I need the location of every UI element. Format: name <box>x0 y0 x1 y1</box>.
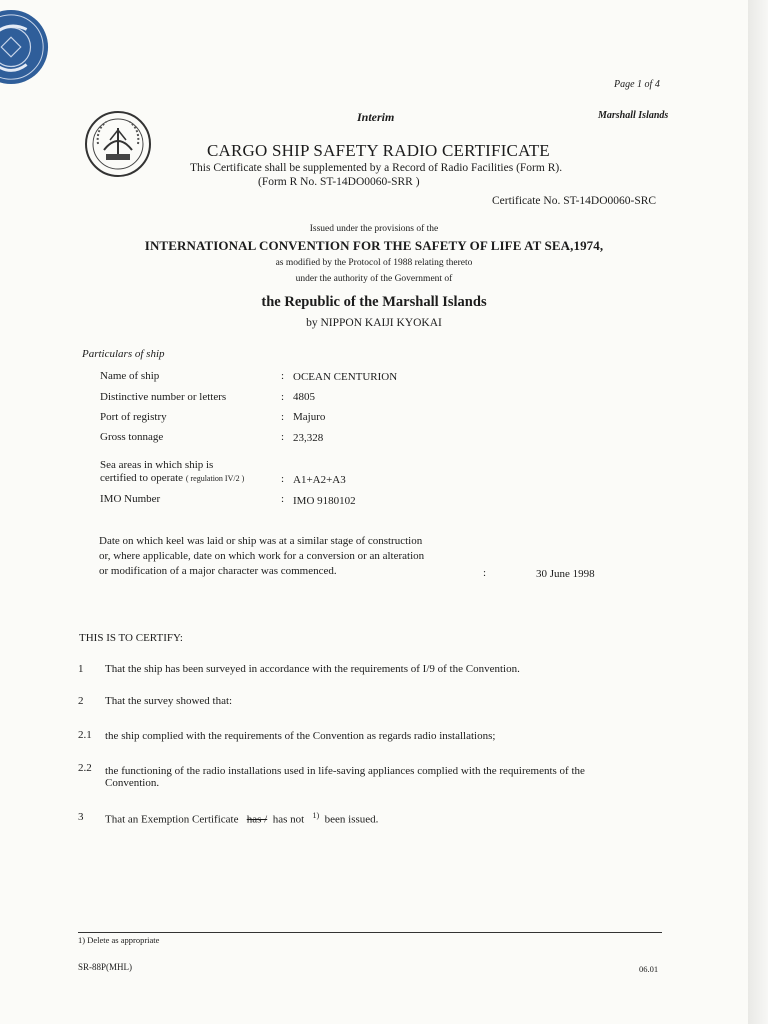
sea-areas-label-text: certified to operate <box>100 472 184 484</box>
footnote: 1) Delete as appropriate <box>78 935 160 945</box>
certify-heading: THIS IS TO CERTIFY: <box>79 632 183 644</box>
keel-text-line3: or modification of a major character was commenced. <box>99 565 337 577</box>
separator: : <box>281 431 285 443</box>
item-number: 1 <box>78 663 84 675</box>
item-number: 2.1 <box>78 729 92 741</box>
item-number: 2.2 <box>78 762 92 774</box>
footnote-divider <box>78 932 662 933</box>
regulation-note: ( regulation IV/2 ) <box>185 474 245 483</box>
government-name: the Republic of the Marshall Islands <box>261 294 487 310</box>
gross-tonnage-value: 23,328 <box>293 432 324 444</box>
keel-text-line1: Date on which keel was laid or ship was at a similar stage of construction <box>99 535 423 547</box>
supplement-note: This Certificate shall be supplemented by a Record of Radio Facilities (Form R). <box>190 162 563 174</box>
flag-state-label: Marshall Islands <box>598 110 669 121</box>
gross-tonnage-label: Gross tonnage <box>100 431 164 443</box>
port-of-registry-value: Majuro <box>293 411 326 423</box>
separator: : <box>281 370 285 382</box>
ship-name-label: Name of ship <box>100 370 160 382</box>
protocol-note: as modified by the Protocol of 1988 relating thereto <box>275 258 473 268</box>
footnote-marker: 1) <box>312 811 320 820</box>
nk-stamp-seal-icon <box>0 8 50 86</box>
certificate-number: Certificate No. ST-14DO0060-SRC <box>492 195 657 207</box>
form-code: SR-88P(MHL) <box>78 962 133 972</box>
certify-item-2-2-line2: Convention. <box>105 777 160 789</box>
port-of-registry-label: Port of registry <box>100 411 167 423</box>
sea-areas-value: A1+A2+A3 <box>293 474 346 486</box>
keel-date-value: 30 June 1998 <box>536 568 595 580</box>
form-r-number: (Form R No. ST-14DO0060-SRR ) <box>258 176 420 188</box>
separator: : <box>281 411 285 423</box>
convention-name: INTERNATIONAL CONVENTION FOR THE SAFETY OF LIFE AT SEA,1974, <box>144 238 604 253</box>
marshall-islands-seal-icon <box>84 110 152 178</box>
sea-areas-label-line1: Sea areas in which ship is <box>100 459 214 471</box>
struck-option: has / <box>246 813 268 826</box>
separator: : <box>281 473 285 485</box>
exemption-text-end: been issued. <box>324 813 379 826</box>
authority-note: under the authority of the Government of <box>295 274 453 284</box>
keel-text-line2: or, where applicable, date on which work for a conversion or an alteration <box>99 550 425 562</box>
issued-under: Issued under the provisions of the <box>309 224 439 234</box>
selected-option: has not <box>272 813 305 826</box>
certify-item-2-2-line1: the functioning of the radio installations used in life-saving appliances complied with the requirements of the <box>105 765 585 777</box>
imo-number-label: IMO Number <box>100 493 161 505</box>
distinctive-number-value: 4805 <box>293 391 315 403</box>
certificate-title: CARGO SHIP SAFETY RADIO CERTIFICATE <box>207 141 550 160</box>
item-number: 3 <box>78 811 84 823</box>
form-version: 06.01 <box>639 964 659 974</box>
certify-item-3 <box>105 811 378 826</box>
certify-item-2: That the survey showed that: <box>105 695 233 707</box>
separator: : <box>281 493 285 505</box>
item-number: 2 <box>78 695 84 707</box>
interim-label: Interim <box>357 110 395 124</box>
exemption-text: That an Exemption Certificate <box>105 813 239 826</box>
certify-item-1: That the ship has been surveyed in accordance with the requirements of I/9 of the Convention. <box>105 663 520 675</box>
page-number: Page 1 of 4 <box>614 79 660 90</box>
ship-name-value: OCEAN CENTURION <box>293 371 398 383</box>
sea-areas-label-line2 <box>100 472 244 484</box>
issuing-society: by NIPPON KAIJI KYOKAI <box>306 317 442 329</box>
separator: : <box>281 391 285 403</box>
imo-number-value: IMO 9180102 <box>293 495 356 507</box>
certify-item-2-1: the ship complied with the requirements of the Convention as regards radio installations; <box>105 730 496 742</box>
distinctive-number-label: Distinctive number or letters <box>100 391 227 403</box>
particulars-heading: Particulars of ship <box>82 348 165 360</box>
scan-edge <box>748 0 768 1024</box>
separator: : <box>483 567 487 579</box>
